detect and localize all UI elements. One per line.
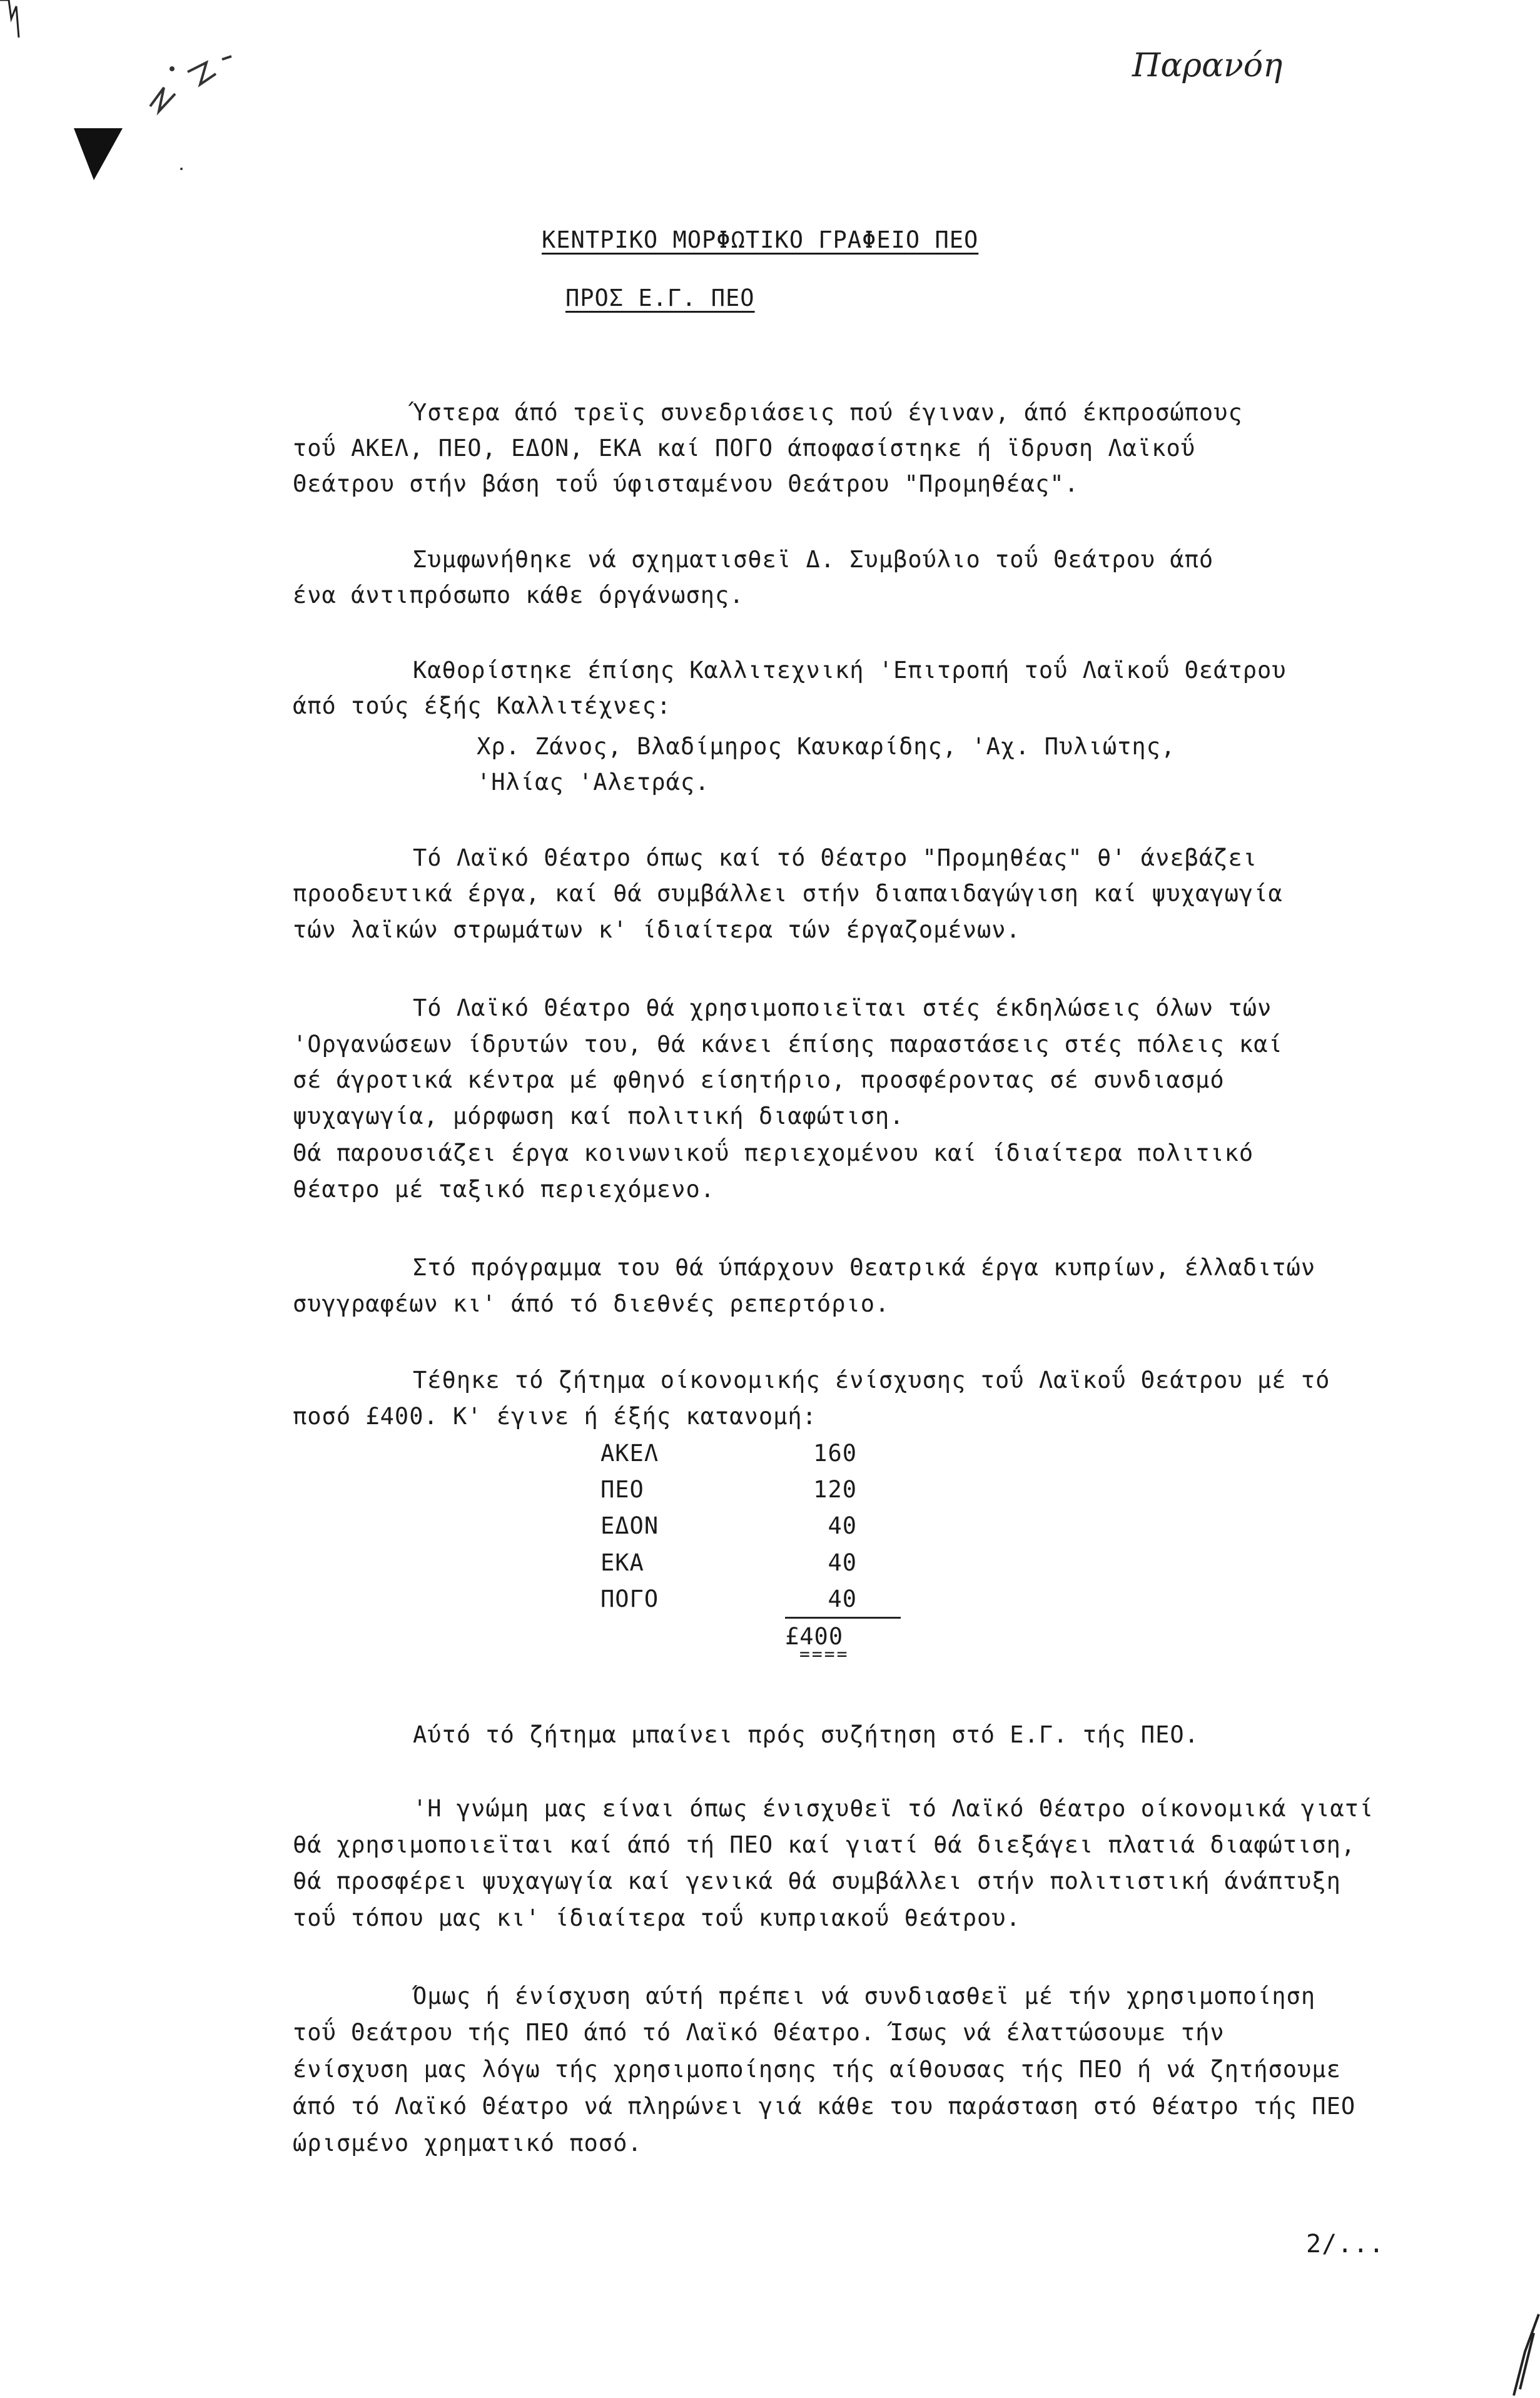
paragraph-line: Στό πρόγραμμα του θά ύπάρχουν Θεατρικά έργα κυπρίων, έλλαδιτών <box>413 1254 1316 1281</box>
paragraph-line: συγγραφέων κι' άπό τό διεθνές ρεπερτόριο. <box>293 1290 890 1317</box>
paragraph-line: προοδευτικά έργα, καί θά συμβάλλει στήν διαπαιδαγώγιση καί ψυχαγωγία <box>293 880 1283 907</box>
paragraph-line: Συμφωνήθηκε νά σχηματισθεϊ Δ. Συμβούλιο τοΰ Θεάτρου άπό <box>413 546 1214 573</box>
paragraph-line: ώρισμένο χρηματικό ποσό. <box>293 2130 642 2157</box>
allocation-amount: 120 <box>813 1476 857 1503</box>
paragraph-line: Ύστερα άπό τρεϊς συνεδριάσεις πού έγιναν, άπό έκπροσώπους <box>413 399 1243 426</box>
document-subtitle: ΠΡΟΣ Ε.Γ. ΠΕΟ <box>565 285 755 311</box>
paragraph-line: 'Οργανώσεων ίδρυτών του, θά κάνει έπίσης παραστάσεις στές πόλεις καί <box>293 1031 1283 1058</box>
paragraph-line: Τέθηκε τό ζήτημα οίκονομικής ένίσχυσης τοΰ Λαϊκοΰ Θεάτρου μέ τό <box>413 1367 1330 1394</box>
paragraph-line: ποσό £400. Κ' έγινε ή έξής κατανομή: <box>293 1403 817 1430</box>
edge-mark-graphic <box>1501 2308 1540 2398</box>
paragraph-line: θά χρησιμοποιεϊται καί άπό τή ΠΕΟ καί γιατί θά διεξάγει πλατιά διαφώτιση, <box>293 1831 1356 1858</box>
paragraph-line: Τό Λαϊκό Θέατρο θά χρησιμοποιεϊται στές έκδηλώσεις όλων τών <box>413 994 1272 1021</box>
allocation-amount: 40 <box>828 1512 857 1539</box>
paragraph-line: Καθορίστηκε έπίσης Καλλιτεχνική 'Επιτροπή τοΰ Λαϊκοΰ Θεάτρου <box>413 657 1287 684</box>
paragraph-line: τών λαϊκών στρωμάτων κ' ίδιαίτερα τών έργαζομένων. <box>293 916 1021 943</box>
paragraph-line: άπό τούς έξής Καλλιτέχνες: <box>293 692 672 719</box>
allocation-org: ΠΕΟ <box>600 1476 644 1503</box>
paragraph-line: τοΰ Θεάτρου τής ΠΕΟ άπό τό Λαϊκό Θέατρο. Ίσως νά έλαττώσουμε τήν <box>293 2019 1225 2046</box>
paragraph-line: θέατρο μέ ταξικό περιεχόμενο. <box>293 1176 716 1203</box>
allocation-amount: 40 <box>828 1586 857 1612</box>
allocation-org: ΕΚΑ <box>600 1549 644 1576</box>
paragraph-line: σέ άγροτικά κέντρα μέ φθηνό είσητήριο, προσφέροντας σέ συνδιασμό <box>293 1066 1225 1093</box>
artist-list-line: Χρ. Ζάνος, Βλαδίμηρος Καυκαρίδης, 'Αχ. Πυλιώτης, <box>477 733 1176 760</box>
allocation-total: £400 <box>785 1623 844 1650</box>
paragraph-line: θά προσφέρει ψυχαγωγία καί γενικά θά συμβάλλει στήν πολιτιστική άνάπτυξη <box>293 1868 1341 1895</box>
paragraph-line: 'Η γνώμη μας είναι όπως ένισχυθεϊ τό Λαϊκό Θέατρο οίκονομικά γιατί <box>413 1795 1374 1822</box>
paragraph-line: τοΰ ΑΚΕΛ, ΠΕΟ, ΕΔΟΝ, ΕΚΑ καί ΠΟΓΟ άποφασίστηκε ή ϊδρυση Λαϊκοΰ <box>293 435 1196 462</box>
allocation-total-underline: ==== <box>799 1644 849 1664</box>
allocation-amount: 160 <box>813 1440 857 1467</box>
paragraph-line: Θά παρουσιάζει έργα κοινωνικοΰ περιεχομένου καί ίδιαίτερα πολιτικό <box>293 1140 1254 1166</box>
page-continuation-marker: 2/... <box>1306 2230 1385 2259</box>
allocation-org: ΑΚΕΛ <box>600 1440 659 1467</box>
document-title: ΚΕΝΤΡΙΚΟ ΜΟΡΦΩΤΙΚΟ ΓΡΑΦΕΙΟ ΠΕΟ <box>542 226 979 253</box>
allocation-org: ΠΟΓΟ <box>600 1586 659 1612</box>
paragraph-line: άπό τό Λαϊκό Θέατρο νά πληρώνει γιά κάθε του παράσταση στό θέατρο τής ΠΕΟ <box>293 2093 1356 2120</box>
allocation-org: ΕΔΟΝ <box>600 1512 659 1539</box>
sum-rule <box>785 1617 901 1619</box>
allocation-amount: 40 <box>828 1549 857 1576</box>
paragraph-line: ψυχαγωγία, μόρφωση καί πολιτική διαφώτιση. <box>293 1103 904 1130</box>
handwritten-note: Παρανόη <box>1132 47 1283 84</box>
paragraph-line: Όμως ή ένίσχυση αύτή πρέπει νά συνδιασθεϊ μέ τήν χρησιμοποίηση <box>413 1983 1316 2010</box>
artist-list-line: 'Ηλίας 'Αλετράς. <box>477 769 710 796</box>
scan-marks-graphic <box>0 0 263 200</box>
paragraph-line: Θεάτρου στήν βάση τοΰ ύφισταμένου Θεάτρου "Προμηθέας". <box>293 470 1079 497</box>
paragraph-line: Αύτό τό ζήτημα μπαίνει πρός συζήτηση στό Ε.Γ. τής ΠΕΟ. <box>413 1721 1199 1748</box>
paragraph-line: Τό Λαϊκό Θέατρο όπως καί τό Θέατρο "Προμηθέας" θ' άνεβάζει <box>413 844 1258 871</box>
paragraph-line: τοΰ τόπου μας κι' ίδιαίτερα τοΰ κυπριακοΰ θεάτρου. <box>293 1905 1021 1931</box>
paragraph-line: ένα άντιπρόσωπο κάθε όργάνωσης. <box>293 582 744 609</box>
paragraph-line: ένίσχυση μας λόγω τής χρησιμοποίησης τής αίθουσας τής ΠΕΟ ή νά ζητήσουμε <box>293 2056 1341 2083</box>
